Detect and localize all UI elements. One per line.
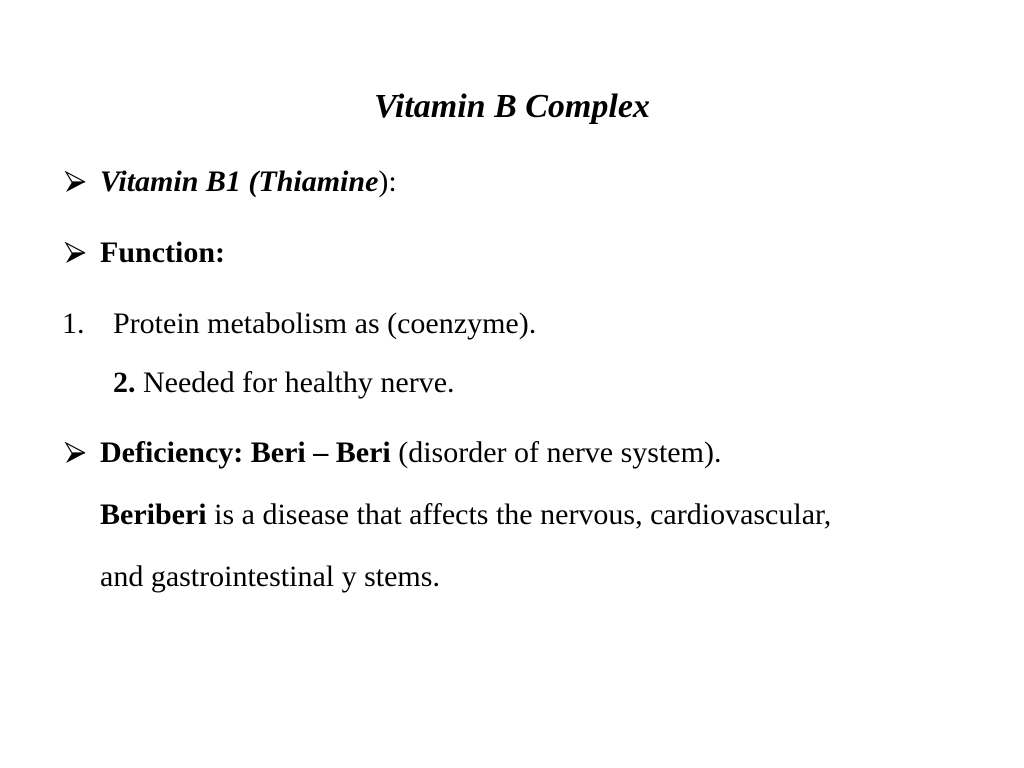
- arrowhead-bullet-icon: [64, 433, 90, 473]
- deficiency-text: (disorder of nerve system).: [390, 436, 722, 469]
- deficiency-description-line: and gastrointestinal y stems.: [100, 560, 440, 593]
- list-item-number: 2.: [113, 366, 136, 399]
- list-item-text: Protein metabolism as (coenzyme).: [113, 307, 537, 340]
- arrowhead-bullet-icon: [64, 233, 90, 273]
- slide-title: Vitamin B Complex: [374, 88, 650, 125]
- deficiency-label: Deficiency: Beri – Beri: [100, 436, 391, 469]
- beriberi-term: Beriberi: [100, 498, 207, 531]
- function-label: Function:: [100, 236, 226, 269]
- vitamin-b1-suffix: ):: [378, 165, 397, 198]
- deficiency-description-text: is a disease that affects the nervous, cardiovascular,: [206, 498, 832, 531]
- list-item-number: 1.: [62, 307, 85, 340]
- list-item-text: Needed for healthy nerve.: [135, 366, 455, 399]
- vitamin-b1-label: Vitamin B1 (Thiamine: [100, 165, 379, 198]
- deficiency-description-line: [100, 495, 831, 535]
- arrowhead-bullet-icon: [64, 162, 90, 202]
